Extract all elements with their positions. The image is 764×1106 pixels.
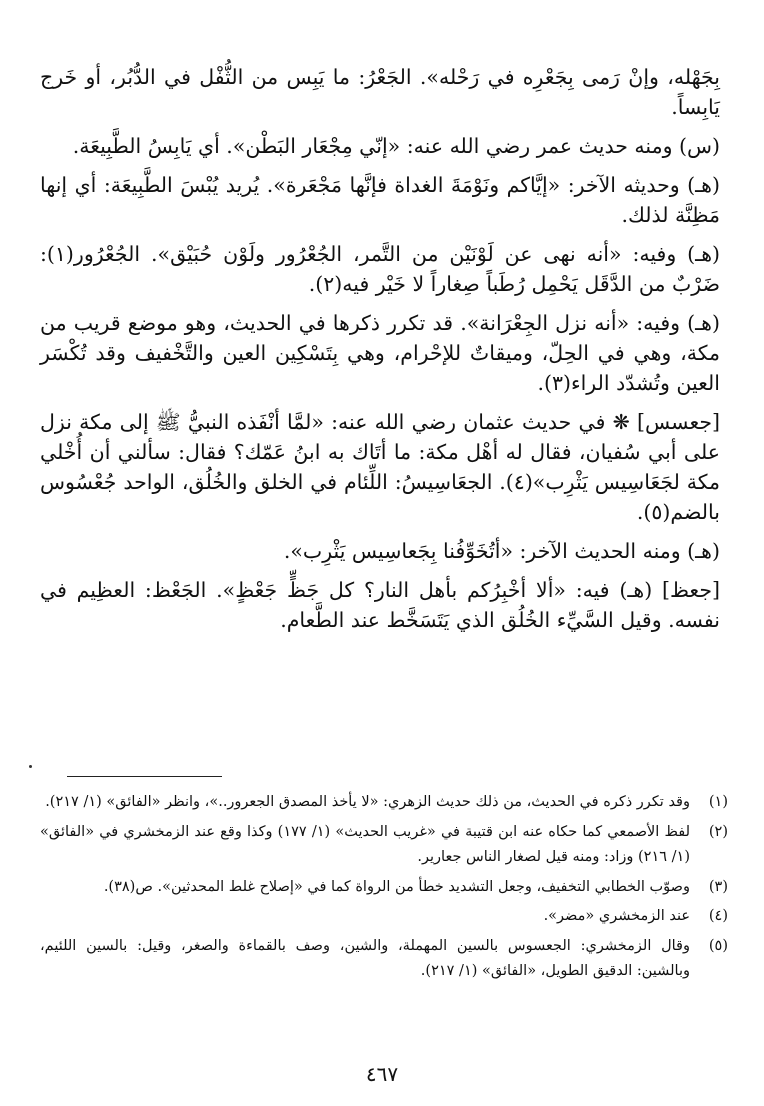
main-text (40, 62, 720, 644)
footnote-text: لفظ الأصمعي كما حكاه عنه ابن قتيبة في «غريب الحديث» (١/ ١٧٧) وكذا وقع عند الزمخشري في «الفائق» (١/ ٢١٦) وزاد: ومنه قيل لصغار الناس جعارير. (40, 823, 691, 865)
paragraph-6: [جعسس] ❋ في حديث عثمان رضي الله عنه: «لمَّا أنْفَذه النبيُّ ﷺ إلى مكة نزل على أبي سُفيان، فقال له أهْل مكة: ما أتَاك به ابنُ عَمّك؟ فقال: سألني أن أُخْلي مكة لجَعَاسِيس يَثْرِب»(٤). الجعَاسِيسُ: اللِّئام في الخلق والخُلُق، الواحد جُعْسُوس بالضم(٥). (40, 410, 720, 524)
footnote-number: (٥) (708, 937, 728, 954)
footnote (40, 875, 728, 901)
footnote-text: وصوّب الخطابي التخفيف، وجعل التشديد خطأ من الرواة كما في «إصلاح غلط المحدثين». ص(٣٨). (103, 878, 690, 895)
paragraph-4: (هـ) وفيه: «أنه نهى عن لَوْنَيْن من التَّمر، الجُعْرُور ولَوْن حُبَيْق». الجُعْرُور(١): ضَرْبٌ من الدَّقَل يَحْمِل رُطَباً صِغاراً لا خَيْر فيه(٢). (40, 242, 720, 296)
paragraph-8: [جعظ] (هـ) فيه: «ألا أخْبِرُكم بأهل النار؟ كل جَظٍّ جَعْظٍ». الجَعْظ: العظِيم في نفسه. وقيل السَّيِّء الخُلُق الذي يَتَسَخَّط عند الطَّعام. (40, 578, 720, 632)
footnote (40, 790, 728, 816)
footnote-text: وقال الزمخشري: الجعسوس بالسين المهملة، والشين، وصف بالقماءة والصغر، وقيل: بالسين اللئيم، وبالشين: الدقيق الطويل، «الفائق» (١/ ٢١٧). (40, 937, 690, 979)
footnote-text: عند الزمخشري «مضر». (543, 908, 690, 924)
stray-mark (29, 765, 32, 768)
paragraph-7: (هـ) ومنه الحديث الآخر: «أتُخَوِّفُنا بِجَعاسِيس يَثْرِب». (283, 539, 720, 563)
paragraph-3: (هـ) وحديثه الآخر: «إيَّاكم ونَوْمَةَ الغداة فإنَّها مَجْعَرة». يُريد يُبْسَ الطَّبِيعَة: أي إنها مَظِنَّة لذلك. (40, 173, 720, 227)
footnote-number: (٢) (708, 823, 728, 840)
footnote (40, 904, 728, 930)
footnote-divider (67, 776, 222, 777)
footnote-text: وقد تكرر ذكره في الحديث، من ذلك حديث الزهري: «لا يأخذ المصدق الجعرور..»، وانظر «الفائق» (١/ ٢١٧). (45, 794, 690, 810)
footnote-number: (٤) (708, 908, 728, 924)
page-number: ٤٦٧ (365, 1062, 399, 1086)
footnote-number: (١) (708, 794, 728, 810)
footnotes (40, 790, 728, 989)
footnote (40, 820, 728, 871)
paragraph-1: بِجَهْله، وإنْ رَمى بِجَعْرِه في رَحْله». الجَعْرُ: ما يَبِس من الثُّفْل في الدُّبُر، أو خَرج يَابِساً. (40, 65, 720, 119)
paragraph-2: (س) ومنه حديث عمر رضي الله عنه: «إنّي مِجْعَار البَطْن». أي يَابِسُ الطَّبِيعَة. (72, 134, 720, 158)
paragraph-5: (هـ) وفيه: «أنه نزل الجِعْرَانة». قد تكرر ذكرها في الحديث، وهو موضع قريب من مكة، وهي في الحِلّ، وميقاتٌ للإحْرام، وهي بِتَسْكِين العين والتَّخْفيف وقد تُكْسَر العين وتُشدّد الراء(٣). (40, 311, 720, 395)
footnote (40, 934, 728, 985)
footnote-number: (٣) (708, 878, 728, 895)
